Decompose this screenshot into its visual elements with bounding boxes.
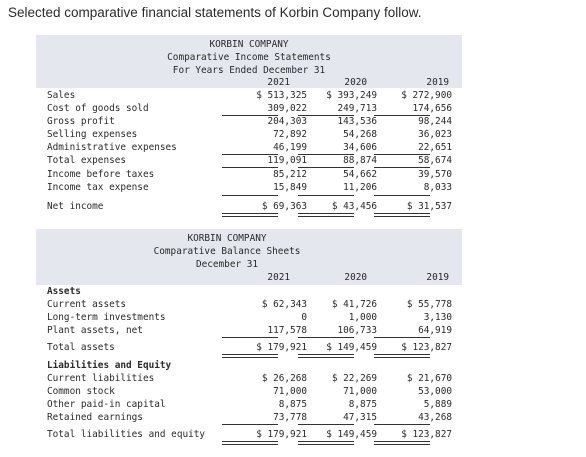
income-cell: $ 393,249 (326, 90, 377, 101)
income-cell: 36,023 (418, 129, 452, 140)
intro-text: Selected comparative financial statements of Korbin Company follow. (8, 5, 422, 20)
underline (222, 167, 278, 168)
income-cell: 174,656 (412, 103, 452, 114)
income-cell: 15,849 (273, 182, 307, 193)
balance-cell: 8,875 (278, 399, 307, 410)
balance-company-name: KORBIN COMPANY (187, 233, 267, 244)
double-underline (374, 213, 430, 217)
income-row-label-admin-expenses: Administrative expenses (47, 142, 177, 153)
balance-row-label-total-liabilities-equity: Total liabilities and equity (47, 429, 206, 440)
income-cell: 22,651 (418, 142, 452, 153)
balance-cell: $ 22,269 (331, 373, 377, 384)
income-cell: $ 69,363 (261, 201, 307, 212)
balance-cell: $ 62,343 (261, 299, 307, 310)
balance-row-label-current-assets: Current assets (47, 299, 127, 310)
income-year-2021: 2021 (267, 77, 290, 88)
income-cell: 39,570 (418, 169, 452, 180)
income-cell: 46,199 (273, 142, 307, 153)
income-cell: $ 31,537 (406, 201, 452, 212)
income-cell: 119,091 (267, 155, 307, 166)
underline (298, 337, 354, 338)
balance-row-label-common-stock: Common stock (47, 386, 115, 397)
underline (374, 195, 430, 196)
balance-cell: $ 26,268 (261, 373, 307, 384)
underline (298, 167, 354, 168)
balance-row-label-retained-earnings: Retained earnings (47, 412, 143, 423)
double-underline (222, 213, 278, 217)
balance-cell: $ 149,459 (326, 429, 377, 440)
balance-cell: 8,875 (348, 399, 377, 410)
assets-heading: Assets (47, 286, 81, 297)
balance-row-label-plant-assets: Plant assets, net (47, 325, 143, 336)
underline (298, 195, 354, 196)
income-row-label-income-before-taxes: Income before taxes (47, 169, 155, 180)
balance-sheet-period: December 31 (195, 259, 259, 270)
underline (374, 424, 430, 425)
balance-row-label-current-liabilities: Current liabilities (47, 373, 155, 384)
income-cell: $ 513,325 (256, 90, 307, 101)
income-cell: 34,606 (343, 142, 377, 153)
balance-cell: $ 123,827 (401, 342, 452, 353)
double-underline (374, 441, 430, 445)
balance-cell: 64,919 (418, 325, 452, 336)
balance-cell: $ 21,670 (406, 373, 452, 384)
income-statement-table (36, 35, 462, 215)
balance-row-label-total-assets: Total assets (47, 342, 115, 353)
balance-cell: 1,000 (348, 312, 377, 323)
income-cell: 58,674 (418, 155, 452, 166)
balance-cell: $ 123,827 (401, 429, 452, 440)
income-cell: 309,022 (267, 103, 307, 114)
income-row-label-income-tax-expense: Income tax expense (47, 182, 149, 193)
underline (222, 337, 278, 338)
underline (374, 337, 430, 338)
income-cell: 8,033 (423, 182, 452, 193)
balance-cell: 5,889 (423, 399, 452, 410)
double-underline (298, 354, 354, 358)
balance-cell: 117,578 (267, 325, 307, 336)
income-cell: 54,268 (343, 129, 377, 140)
balance-cell: 106,733 (337, 325, 377, 336)
income-cell: $ 272,900 (401, 90, 452, 101)
income-year-2020: 2020 (344, 77, 367, 88)
double-underline (374, 354, 430, 358)
double-underline (298, 213, 354, 217)
balance-cell: 3,130 (423, 312, 452, 323)
underline (374, 167, 430, 168)
liabilities-equity-heading: Liabilities and Equity (47, 360, 172, 371)
income-statement-title: Comparative Income Statements (167, 52, 331, 63)
balance-year-2020: 2020 (344, 272, 367, 283)
balance-year-2019: 2019 (426, 272, 449, 283)
double-underline (298, 441, 354, 445)
income-statement-period: For Years Ended December 31 (172, 65, 326, 76)
underline (298, 424, 354, 425)
balance-sheet-table (36, 229, 462, 447)
income-cell: 249,713 (337, 103, 377, 114)
income-row-label-cogs: Cost of goods sold (47, 103, 149, 114)
income-cell: 85,212 (273, 169, 307, 180)
underline (222, 424, 278, 425)
double-underline (222, 354, 278, 358)
income-cell: 88,874 (343, 155, 377, 166)
balance-cell: 0 (301, 312, 307, 323)
income-row-label-selling-expenses: Selling expenses (47, 129, 138, 140)
balance-year-2021: 2021 (267, 272, 290, 283)
balance-sheet-title: Comparative Balance Sheets (153, 246, 301, 257)
balance-cell: 43,268 (418, 412, 452, 423)
balance-cell: $ 41,726 (331, 299, 377, 310)
balance-row-label-long-term-investments: Long-term investments (47, 312, 166, 323)
income-row-label-net-income: Net income (47, 201, 104, 212)
income-row-label-gross-profit: Gross profit (47, 116, 115, 127)
balance-cell: $ 179,921 (256, 342, 307, 353)
balance-cell: $ 149,459 (326, 342, 377, 353)
balance-cell: 71,000 (273, 386, 307, 397)
double-underline (222, 441, 278, 445)
income-row-label-total-expenses: Total expenses (47, 155, 127, 166)
income-cell: $ 43,456 (331, 201, 377, 212)
income-row-label-sales: Sales (47, 90, 76, 101)
income-cell: 54,662 (343, 169, 377, 180)
income-year-2019: 2019 (426, 77, 449, 88)
balance-cell: 73,778 (273, 412, 307, 423)
income-cell: 204,303 (267, 116, 307, 127)
income-company-name: KORBIN COMPANY (209, 39, 289, 50)
balance-cell: $ 179,921 (256, 429, 307, 440)
income-cell: 143,536 (337, 116, 377, 127)
balance-row-label-other-paid-in-capital: Other paid-in capital (47, 399, 166, 410)
income-cell: 72,892 (273, 129, 307, 140)
balance-cell: 47,315 (343, 412, 377, 423)
balance-cell: $ 55,778 (406, 299, 452, 310)
income-cell: 98,244 (418, 116, 452, 127)
balance-cell: 71,000 (343, 386, 377, 397)
income-cell: 11,206 (343, 182, 377, 193)
underline (222, 195, 278, 196)
balance-cell: 53,000 (418, 386, 452, 397)
